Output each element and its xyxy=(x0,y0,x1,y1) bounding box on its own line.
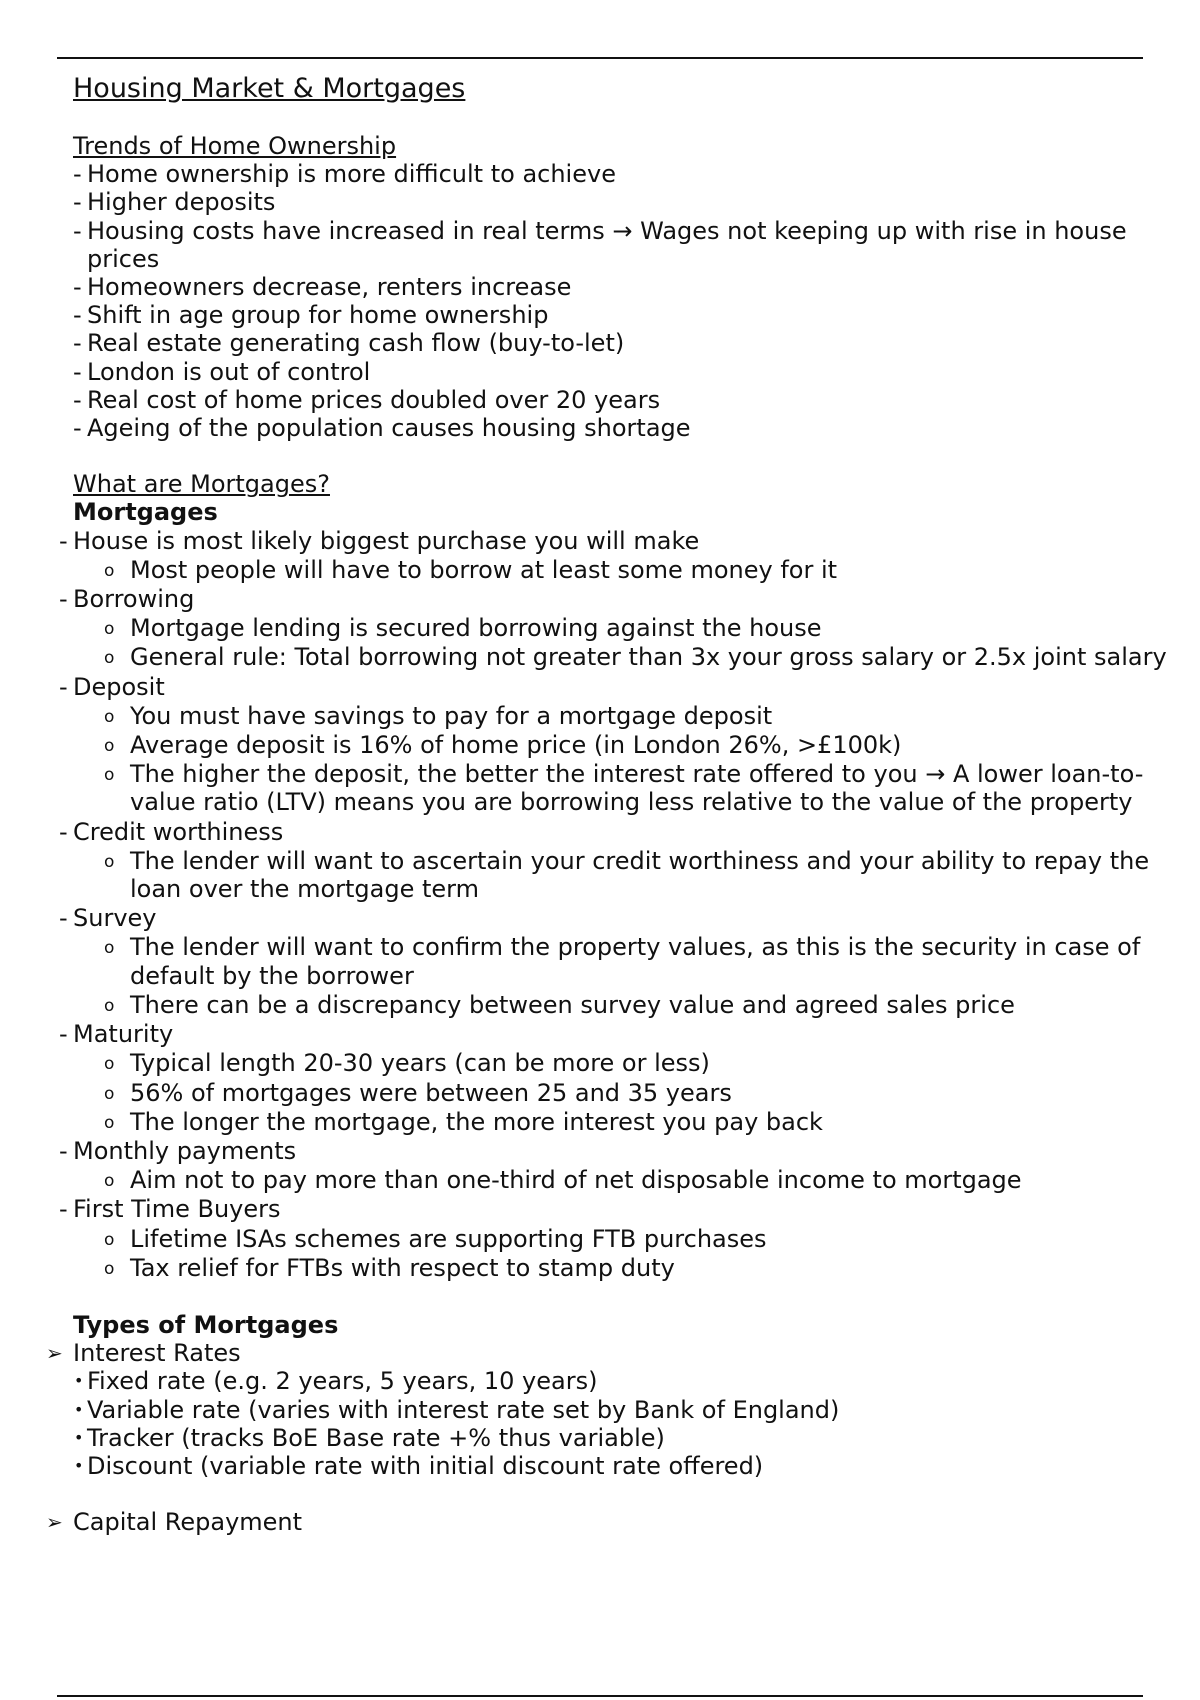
list-item: - Deposit xyxy=(59,673,1200,701)
list-item: - Higher deposits xyxy=(73,188,1200,216)
trends-heading: Trends of Home Ownership xyxy=(73,132,397,160)
page-title: Housing Market & Mortgages xyxy=(73,73,466,104)
sub-item: o Average deposit is 16% of home price (in London 26%, >£100k) xyxy=(130,731,1200,759)
list-item: - Survey xyxy=(59,904,1200,932)
types-heading: Types of Mortgages xyxy=(73,1310,339,1339)
sub-item: o Most people will have to borrow at least some money for it xyxy=(130,556,1200,584)
list-item: - Ageing of the population causes housing shortage xyxy=(73,414,1200,442)
list-item: - Credit worthiness xyxy=(59,818,1200,846)
sub-item: o Tax relief for FTBs with respect to stamp duty xyxy=(130,1254,1200,1282)
sub-item: o You must have savings to pay for a mortgage deposit xyxy=(130,702,1200,730)
sub-item: o The lender will want to confirm the property values, as this is the security in case of default by the borrower xyxy=(130,933,1200,989)
trends-list xyxy=(0,160,1200,442)
capital-repayment-item: ➢ Capital Repayment xyxy=(73,1508,1200,1536)
bottom-rule xyxy=(57,1695,1143,1697)
list-item: • Tracker (tracks BoE Base rate +% thus variable) xyxy=(87,1424,1200,1452)
list-item: - Housing costs have increased in real terms → Wages not keeping up with rise in house prices xyxy=(73,217,1200,273)
sub-item: o There can be a discrepancy between survey value and agreed sales price xyxy=(130,991,1200,1019)
document-body xyxy=(0,74,1200,1536)
sub-item: o The higher the deposit, the better the interest rate offered to you → A lower loan-to-value ratio (LTV) means you are borrowing less relative to the value of the property xyxy=(130,760,1200,816)
sub-item: o 56% of mortgages were between 25 and 35 years xyxy=(130,1079,1200,1107)
sub-item: o Lifetime ISAs schemes are supporting FTB purchases xyxy=(130,1225,1200,1253)
list-item: - House is most likely biggest purchase you will make xyxy=(59,527,1200,555)
top-rule xyxy=(57,57,1143,59)
list-item: - Homeowners decrease, renters increase xyxy=(73,273,1200,301)
list-item: - Shift in age group for home ownership xyxy=(73,301,1200,329)
sub-item: o General rule: Total borrowing not greater than 3x your gross salary or 2.5x joint salary xyxy=(130,643,1200,671)
mortgages-subheading: Mortgages xyxy=(73,498,218,527)
list-item: - London is out of control xyxy=(73,358,1200,386)
interest-rates-list xyxy=(0,1367,1200,1480)
list-item: - Real estate generating cash flow (buy-to-let) xyxy=(73,329,1200,357)
sub-item: o Mortgage lending is secured borrowing against the house xyxy=(130,614,1200,642)
sub-item: o Typical length 20-30 years (can be more or less) xyxy=(130,1049,1200,1077)
list-item: - Borrowing xyxy=(59,585,1200,613)
interest-rates-item: ➢ Interest Rates xyxy=(73,1339,1200,1367)
list-item: - Maturity xyxy=(59,1020,1200,1048)
mortgages-heading: What are Mortgages? xyxy=(73,470,330,499)
mortgages-list xyxy=(0,527,1200,1282)
sub-item: o The longer the mortgage, the more interest you pay back xyxy=(130,1108,1200,1136)
list-item: - Monthly payments xyxy=(59,1137,1200,1165)
list-item: • Variable rate (varies with interest rate set by Bank of England) xyxy=(87,1396,1200,1424)
list-item: - First Time Buyers xyxy=(59,1195,1200,1223)
list-item: • Discount (variable rate with initial discount rate offered) xyxy=(87,1452,1200,1480)
sub-item: o The lender will want to ascertain your credit worthiness and your ability to repay the loan over the mortgage term xyxy=(130,847,1200,903)
sub-item: o Aim not to pay more than one-third of net disposable income to mortgage xyxy=(130,1166,1200,1194)
list-item: - Real cost of home prices doubled over 20 years xyxy=(73,386,1200,414)
list-item: - Home ownership is more difficult to achieve xyxy=(73,160,1200,188)
list-item: • Fixed rate (e.g. 2 years, 5 years, 10 years) xyxy=(87,1367,1200,1395)
